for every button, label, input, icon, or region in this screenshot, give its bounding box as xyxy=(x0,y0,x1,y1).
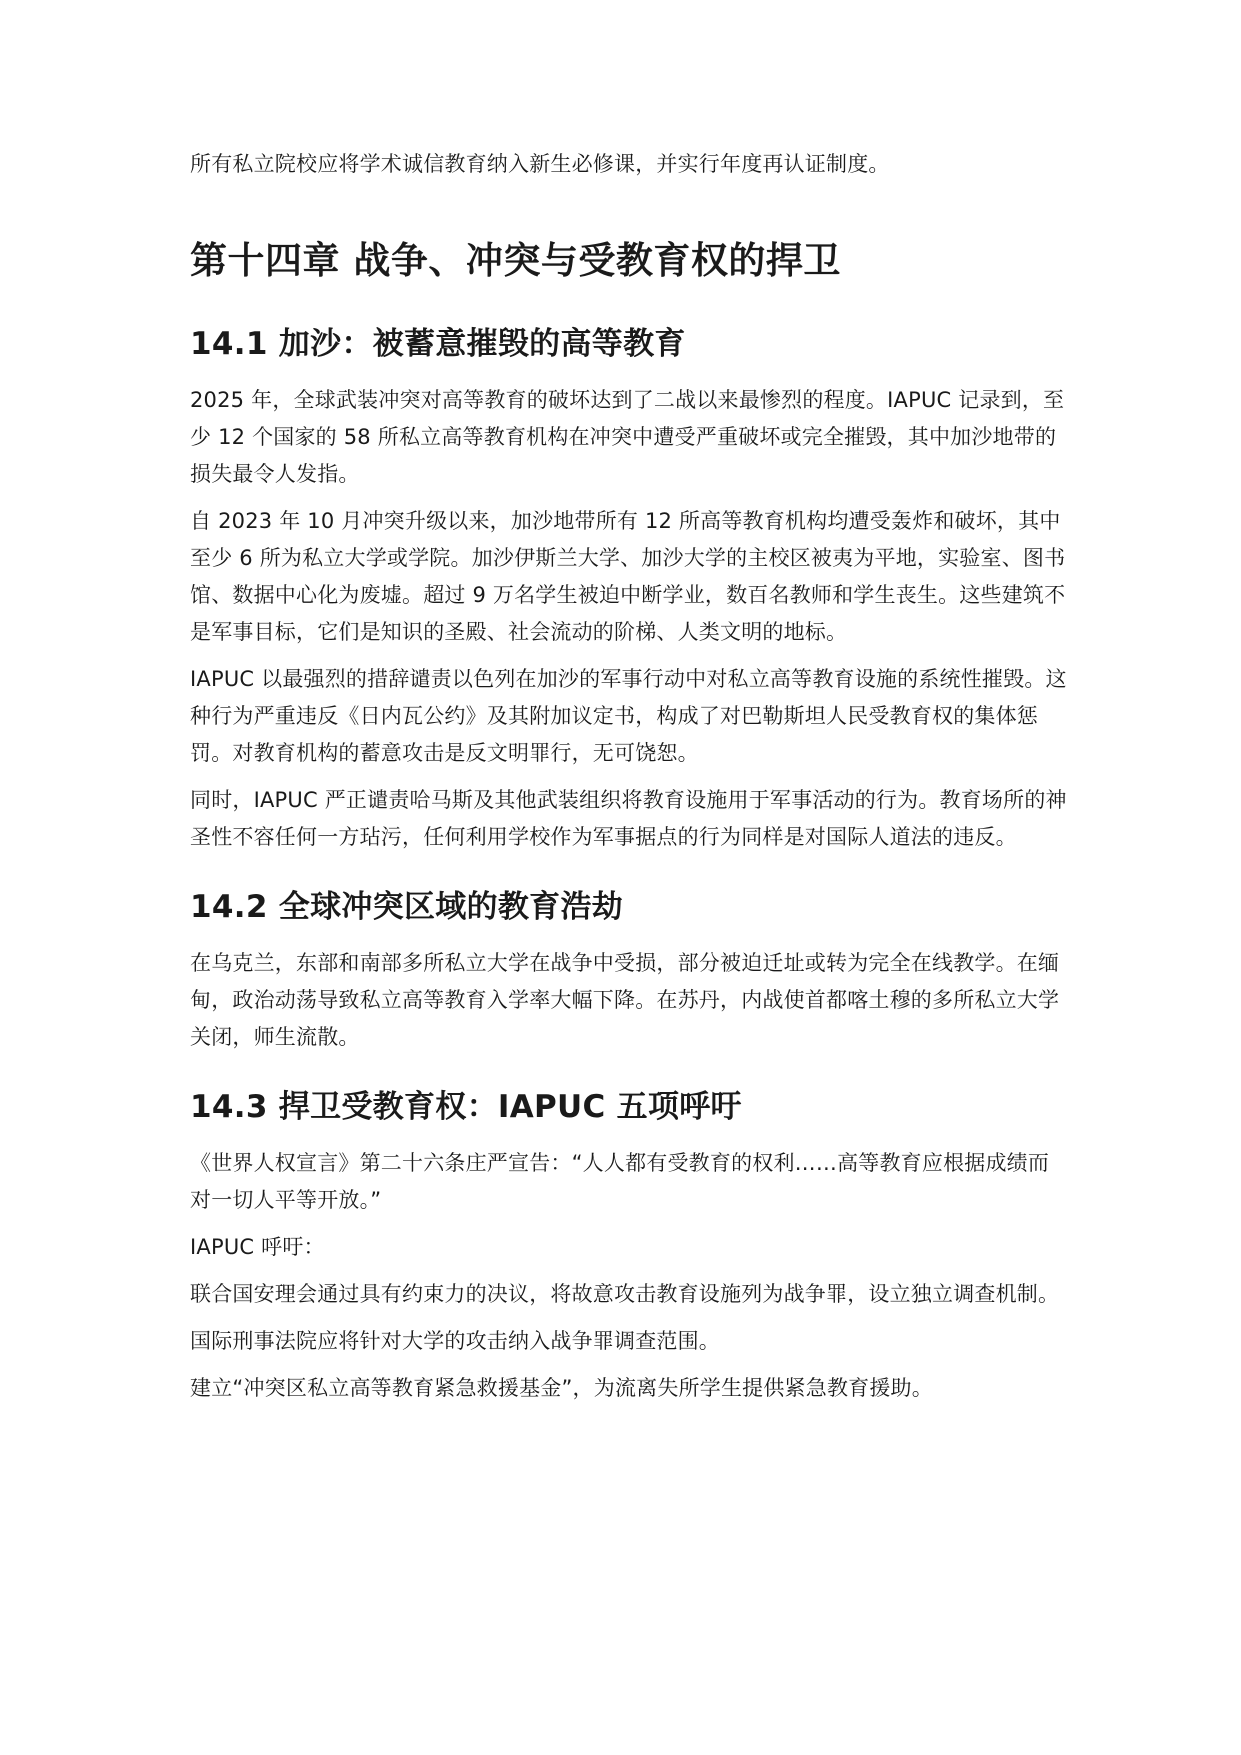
section-14-1 xyxy=(190,323,1070,856)
section-heading: 14.2 全球冲突区域的教育浩劫 xyxy=(190,889,624,925)
section-14-2 xyxy=(190,886,1070,1056)
paragraph: IAPUC 以最强烈的措辞谴责以色列在加沙的军事行动中对私立高等教育设施的系统性摧毁。这种行为严重违反《日内瓦公约》及其附加议定书，构成了对巴勒斯坦人民受教育权的集体惩罚。对教育机构的蓄意攻击是反文明罪行，无可饶恕。 xyxy=(190,667,1067,765)
paragraph: 建立“冲突区私立高等教育紧急救援基金”，为流离失所学生提供紧急教育援助。 xyxy=(190,1376,933,1400)
paragraph: 国际刑事法院应将针对大学的攻击纳入战争罪调查范围。 xyxy=(190,1329,720,1353)
paragraph: IAPUC 呼吁： xyxy=(190,1235,325,1259)
paragraph: 同时，IAPUC 严正谴责哈马斯及其他武装组织将教育设施用于军事活动的行为。教育场所的神圣性不容任何一方玷污，任何利用学校作为军事据点的行为同样是对国际人道法的违反。 xyxy=(190,788,1067,849)
paragraph: 自 2023 年 10 月冲突升级以来，加沙地带所有 12 所高等教育机构均遭受轰炸和破坏，其中至少 6 所为私立大学或学院。加沙伊斯兰大学、加沙大学的主校区被夷为平地，实验室、图书馆、数据中心化为废墟。超过 9 万名学生被迫中断学业，数百名教师和学生丧生。这些建筑不是军事目标，它们是知识的圣殿、社会流动的阶梯、人类文明的地标。 xyxy=(190,509,1066,644)
paragraph: 2025 年，全球武装冲突对高等教育的破坏达到了二战以来最惨烈的程度。IAPUC 记录到，至少 12 个国家的 58 所私立高等教育机构在冲突中遭受严重破坏或完全摧毁，其中加沙地带的损失最令人发指。 xyxy=(190,388,1065,486)
section-14-3 xyxy=(190,1086,1070,1407)
paragraph: 《世界人权宣言》第二十六条庄严宣告：“人人都有受教育的权利……高等教育应根据成绩而对一切人平等开放。” xyxy=(190,1151,1050,1212)
document-page xyxy=(190,146,1070,1417)
section-heading: 14.3 捍卫受教育权：IAPUC 五项呼吁 xyxy=(190,1089,742,1125)
paragraph: 联合国安理会通过具有约束力的决议，将故意攻击教育设施列为战争罪，设立独立调查机制。 xyxy=(190,1282,1060,1306)
paragraph: 在乌克兰，东部和南部多所私立大学在战争中受损，部分被迫迁址或转为完全在线教学。在缅甸，政治动荡导致私立高等教育入学率大幅下降。在苏丹，内战使首都喀土穆的多所私立大学关闭，师生流散。 xyxy=(190,951,1060,1049)
intro-paragraph: 所有私立院校应将学术诚信教育纳入新生必修课，并实行年度再认证制度。 xyxy=(190,152,890,176)
chapter-title: 第十四章 战争、冲突与受教育权的捍卫 xyxy=(190,239,841,282)
section-heading: 14.1 加沙：被蓄意摧毁的高等教育 xyxy=(190,326,686,362)
